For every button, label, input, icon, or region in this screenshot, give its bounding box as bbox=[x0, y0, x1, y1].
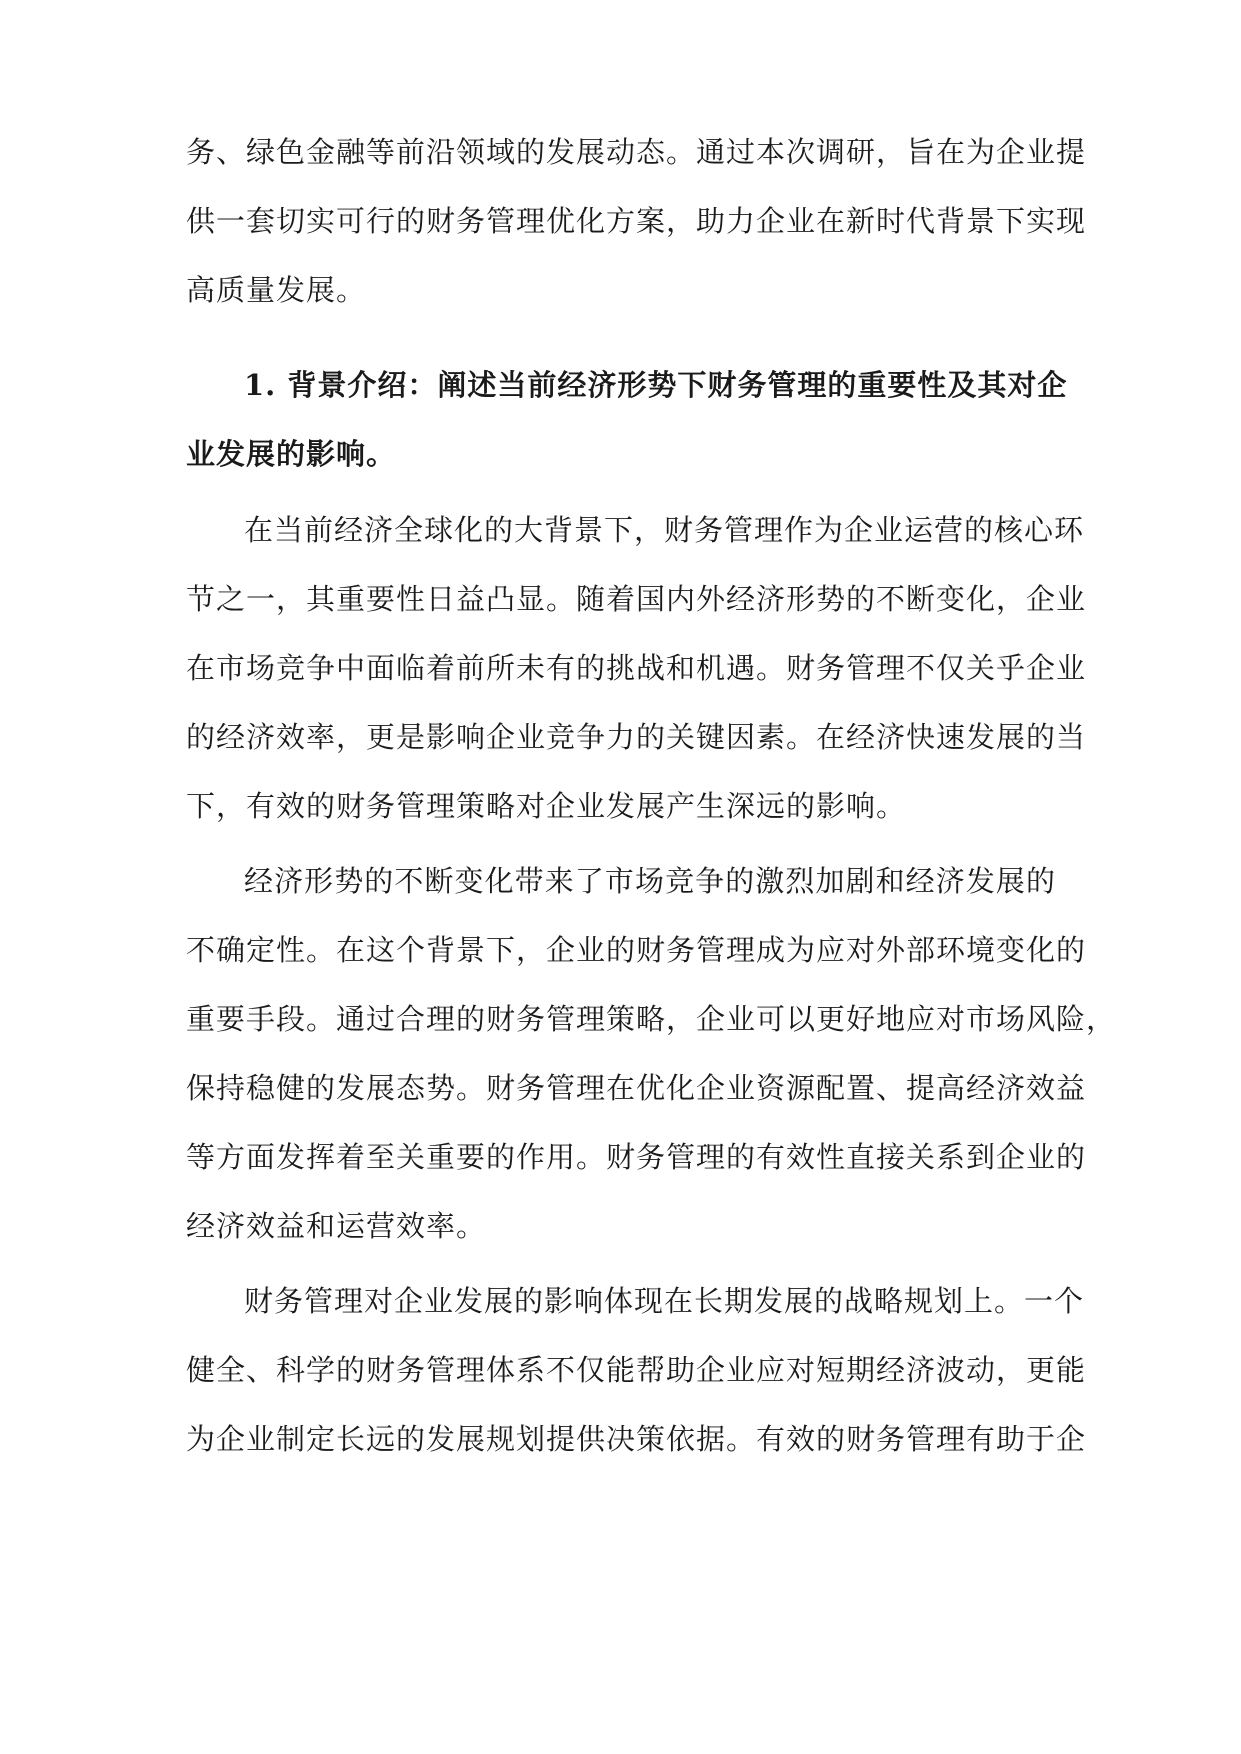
paragraph-3-line-2: 健全、科学的财务管理体系不仅能帮助企业应对短期经济波动，更能 bbox=[186, 1353, 1087, 1387]
paragraph-1-line-3: 在市场竞争中面临着前所未有的挑战和机遇。财务管理不仅关乎企业 bbox=[186, 651, 1087, 685]
paragraph-2-line-2: 不确定性。在这个背景下，企业的财务管理成为应对外部环境变化的 bbox=[186, 933, 1087, 967]
paragraph-2-line-5: 等方面发挥着至关重要的作用。财务管理的有效性直接关系到企业的 bbox=[186, 1140, 1087, 1174]
paragraph-1-line-2: 节之一，其重要性日益凸显。随着国内外经济形势的不断变化，企业 bbox=[186, 582, 1087, 616]
paragraph-2-line-6: 经济效益和运营效率。 bbox=[186, 1209, 487, 1243]
paragraph-1-line-5: 下，有效的财务管理策略对企业发展产生深远的影响。 bbox=[186, 789, 907, 823]
intro-line-1: 务、绿色金融等前沿领域的发展动态。通过本次调研，旨在为企业提 bbox=[186, 135, 1087, 169]
intro-line-2: 供一套切实可行的财务管理优化方案，助力企业在新时代背景下实现 bbox=[186, 204, 1087, 238]
paragraph-2-line-3: 重要手段。通过合理的财务管理策略，企业可以更好地应对市场风险， bbox=[186, 1002, 1117, 1036]
paragraph-3-line-3: 为企业制定长远的发展规划提供决策依据。有效的财务管理有助于企 bbox=[186, 1422, 1087, 1456]
paragraph-2-line-4: 保持稳健的发展态势。财务管理在优化企业资源配置、提高经济效益 bbox=[186, 1071, 1087, 1105]
paragraph-1-line-4: 的经济效率，更是影响企业竞争力的关键因素。在经济快速发展的当 bbox=[186, 720, 1087, 754]
section-heading-line-1: 1. 背景介绍：阐述当前经济形势下财务管理的重要性及其对企 bbox=[244, 368, 1068, 402]
section-heading-line-2: 业发展的影响。 bbox=[186, 437, 397, 471]
intro-line-3: 高质量发展。 bbox=[186, 273, 367, 307]
paragraph-1-line-1: 在当前经济全球化的大背景下，财务管理作为企业运营的核心环 bbox=[244, 513, 1085, 547]
paragraph-3-line-1: 财务管理对企业发展的影响体现在长期发展的战略规划上。一个 bbox=[244, 1284, 1085, 1318]
paragraph-2-line-1: 经济形势的不断变化带来了市场竞争的激烈加剧和经济发展的 bbox=[244, 864, 1056, 898]
